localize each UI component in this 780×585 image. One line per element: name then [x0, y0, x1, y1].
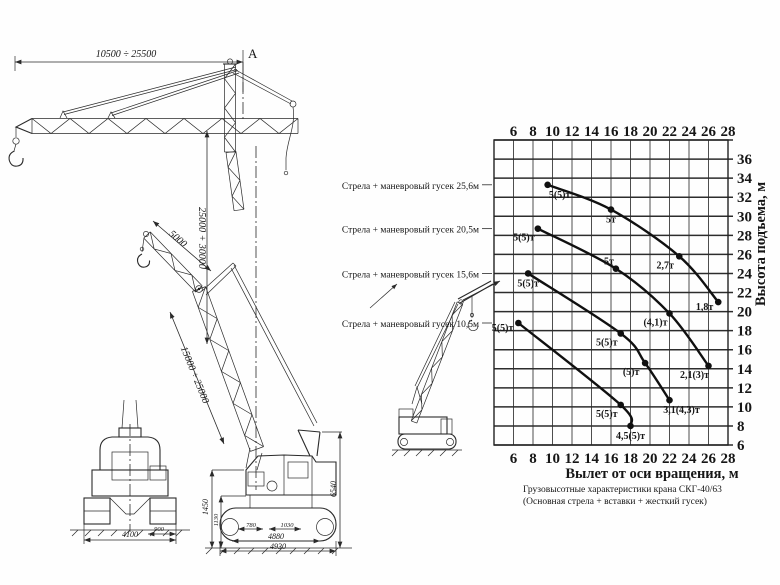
point-load-label: 5т	[606, 214, 616, 226]
main-crane-drawing	[138, 146, 353, 556]
x-tick-label: 28	[720, 451, 736, 467]
x-tick-label: 24	[681, 451, 697, 467]
ground-hatch	[428, 450, 434, 456]
jib-assembly-drawing	[9, 46, 298, 344]
ground-hatch	[416, 450, 422, 456]
y-tick-label: 14	[737, 361, 752, 378]
hanging-rope	[286, 107, 294, 170]
x-tick-label: 12	[564, 451, 580, 467]
x-tick-label: 18	[623, 451, 638, 467]
track-length-text: 4930	[270, 542, 286, 551]
track-gauge-text: 1030	[280, 522, 294, 529]
ground-hatch	[111, 530, 117, 536]
ground-hatch	[452, 450, 458, 456]
data-point	[627, 423, 634, 430]
track-pitch-text: 780	[246, 522, 256, 529]
ground-hatch	[85, 530, 91, 536]
gantry-lines	[122, 400, 138, 428]
ground-hatch	[150, 530, 156, 536]
x-tick-label: 16	[603, 124, 619, 140]
y-tick-label: 18	[737, 323, 752, 340]
clearance-text-2: 1130	[213, 513, 220, 527]
mast-strut	[233, 69, 292, 104]
data-point	[515, 320, 522, 327]
y-tick-label: 34	[737, 171, 752, 188]
front-offset-text: 900	[154, 526, 164, 533]
track-base-text: 4880	[268, 532, 284, 541]
jib-dimension-text: 10500 ÷ 25500	[95, 49, 157, 60]
y-tick-label: 36	[737, 152, 752, 169]
y-tick-label: 6	[737, 438, 745, 454]
jib-length-text: 5000	[166, 228, 189, 250]
x-tick-label: 20	[642, 451, 658, 467]
series-label: Стрела + маневровый гусек 25,6м	[341, 181, 479, 192]
x-tick-label: 12	[564, 124, 580, 140]
drive-sprocket	[317, 519, 334, 536]
data-point	[617, 330, 624, 337]
series-label: Стрела + маневровый гусек 15,6м	[341, 270, 479, 281]
x-tick-label: 6	[509, 124, 518, 140]
body-height-text: 6540	[329, 481, 338, 497]
data-point	[608, 206, 615, 213]
hook-icon	[9, 151, 23, 166]
y-axis-title: Высота подъема, м	[753, 181, 769, 307]
x-tick-label: 14	[584, 451, 599, 467]
ground-hatch	[98, 530, 104, 536]
pendant-ropes	[415, 302, 458, 388]
engine-hatch	[288, 462, 308, 478]
data-point	[705, 363, 712, 370]
boom-length-text: 15000 ÷ 25000	[177, 344, 211, 406]
point-load-label: 5(5)т	[513, 232, 535, 244]
series-label: Стрела + маневровый гусек 20,5м	[341, 225, 479, 236]
front-view-drawing	[70, 400, 190, 544]
idler-wheel	[222, 519, 239, 536]
x-tick-label: 10	[545, 451, 560, 467]
data-point	[666, 397, 673, 404]
side-box	[150, 466, 166, 480]
y-tick-label: 28	[737, 228, 752, 245]
y-tick-label: 16	[737, 342, 752, 359]
section-mark: А	[248, 46, 258, 61]
figure-caption-line2: (Основная стрела + вставки + жесткий гусек)	[523, 497, 707, 507]
point-load-label: 5т	[603, 256, 614, 268]
x-tick-label: 24	[681, 124, 697, 140]
data-point	[642, 360, 649, 367]
tie-lugs	[60, 111, 115, 118]
hook-link	[14, 144, 16, 151]
series-label: Стрела + маневровый гусек 10,5м	[341, 320, 479, 330]
y-tick-label: 26	[737, 247, 752, 264]
data-point	[715, 299, 722, 306]
gantry-frame	[412, 387, 422, 404]
x-tick-label: 28	[720, 124, 736, 140]
mast-top-pulley	[227, 59, 232, 64]
point-load-label: 5(5)т	[595, 408, 618, 420]
point-load-label: (4,1)т	[643, 317, 668, 329]
clearance-text-1: 1450	[201, 499, 210, 515]
data-point	[617, 402, 624, 409]
x-tick-label: 22	[662, 124, 677, 140]
x-tick-label: 16	[603, 451, 619, 467]
lattice-jib-beam	[32, 119, 298, 134]
hook-block-pulley	[13, 138, 19, 144]
y-tick-label: 30	[737, 209, 752, 226]
ground-hatch	[176, 530, 182, 536]
data-point	[666, 310, 673, 317]
x-tick-label: 20	[642, 124, 658, 140]
load-curve	[538, 229, 709, 366]
ground-hatch	[72, 530, 78, 536]
x-tick-label: 8	[529, 451, 537, 467]
ground-hatch	[404, 450, 410, 456]
lattice-mast-lower	[226, 151, 244, 210]
data-point	[676, 253, 683, 260]
y-tick-label: 12	[737, 380, 752, 397]
jib-tie-rods	[63, 67, 239, 116]
gantry-frame	[298, 430, 320, 456]
x-axis-title: Вылет от оси вращения, м	[565, 466, 739, 482]
mast-dimension-text: 25000 + 30000	[196, 207, 207, 269]
machine-body	[399, 417, 447, 434]
point-load-label: 5(5)т	[595, 337, 618, 349]
data-point	[544, 181, 551, 188]
x-tick-label: 10	[545, 124, 560, 140]
y-tick-label: 10	[737, 399, 752, 416]
idler-wheel	[400, 438, 407, 445]
x-tick-label: 6	[509, 451, 518, 467]
ground-hatch	[440, 450, 446, 456]
y-tick-label: 22	[737, 285, 752, 302]
x-tick-label: 26	[701, 451, 716, 467]
y-tick-label: 20	[737, 304, 752, 321]
load-height-chart	[342, 124, 753, 467]
x-tick-label: 22	[662, 451, 677, 467]
point-load-label: 5(5)т	[548, 189, 571, 201]
y-tick-label: 32	[737, 190, 752, 207]
small-crane-sketch	[392, 281, 500, 456]
point-load-label: 5(5)т	[491, 323, 514, 334]
x-tick-label: 8	[529, 124, 537, 140]
figure-caption-line1: Грузовысотные характеристики крана СКГ-40/63	[523, 485, 722, 495]
hoist-drum	[267, 481, 277, 491]
x-tick-label: 26	[701, 124, 716, 140]
label-pointer-arrow	[370, 284, 397, 308]
rope-weight	[284, 171, 288, 175]
point-load-label: 3,1(4,3)т	[663, 405, 700, 417]
x-tick-label: 14	[584, 124, 599, 140]
y-tick-label: 24	[737, 266, 752, 283]
data-point	[535, 225, 542, 232]
point-load-label: (5)т	[622, 367, 640, 379]
ground-hatch	[206, 548, 212, 554]
point-load-label: 4,5(5)т	[615, 430, 646, 442]
data-point	[525, 270, 532, 277]
pendant-ropes	[231, 265, 317, 426]
ground-hatch	[163, 530, 169, 536]
point-load-label: 5(5)т	[517, 278, 539, 290]
hook-icon	[138, 254, 150, 267]
ground-hatch	[392, 450, 398, 456]
point-load-label: 2,1(3)т	[679, 369, 710, 381]
point-load-label: 1,8т	[695, 302, 714, 314]
lattice-main-boom	[192, 287, 263, 452]
crawler-track	[398, 434, 456, 449]
cab	[399, 409, 413, 417]
point-load-label: 2,7т	[656, 260, 674, 272]
load-curve	[548, 185, 719, 302]
front-width-text: 4100	[122, 530, 138, 539]
x-tick-label: 18	[623, 124, 638, 140]
y-tick-label: 8	[737, 418, 745, 435]
jib-tip-taper	[16, 119, 32, 134]
drive-sprocket	[446, 438, 453, 445]
